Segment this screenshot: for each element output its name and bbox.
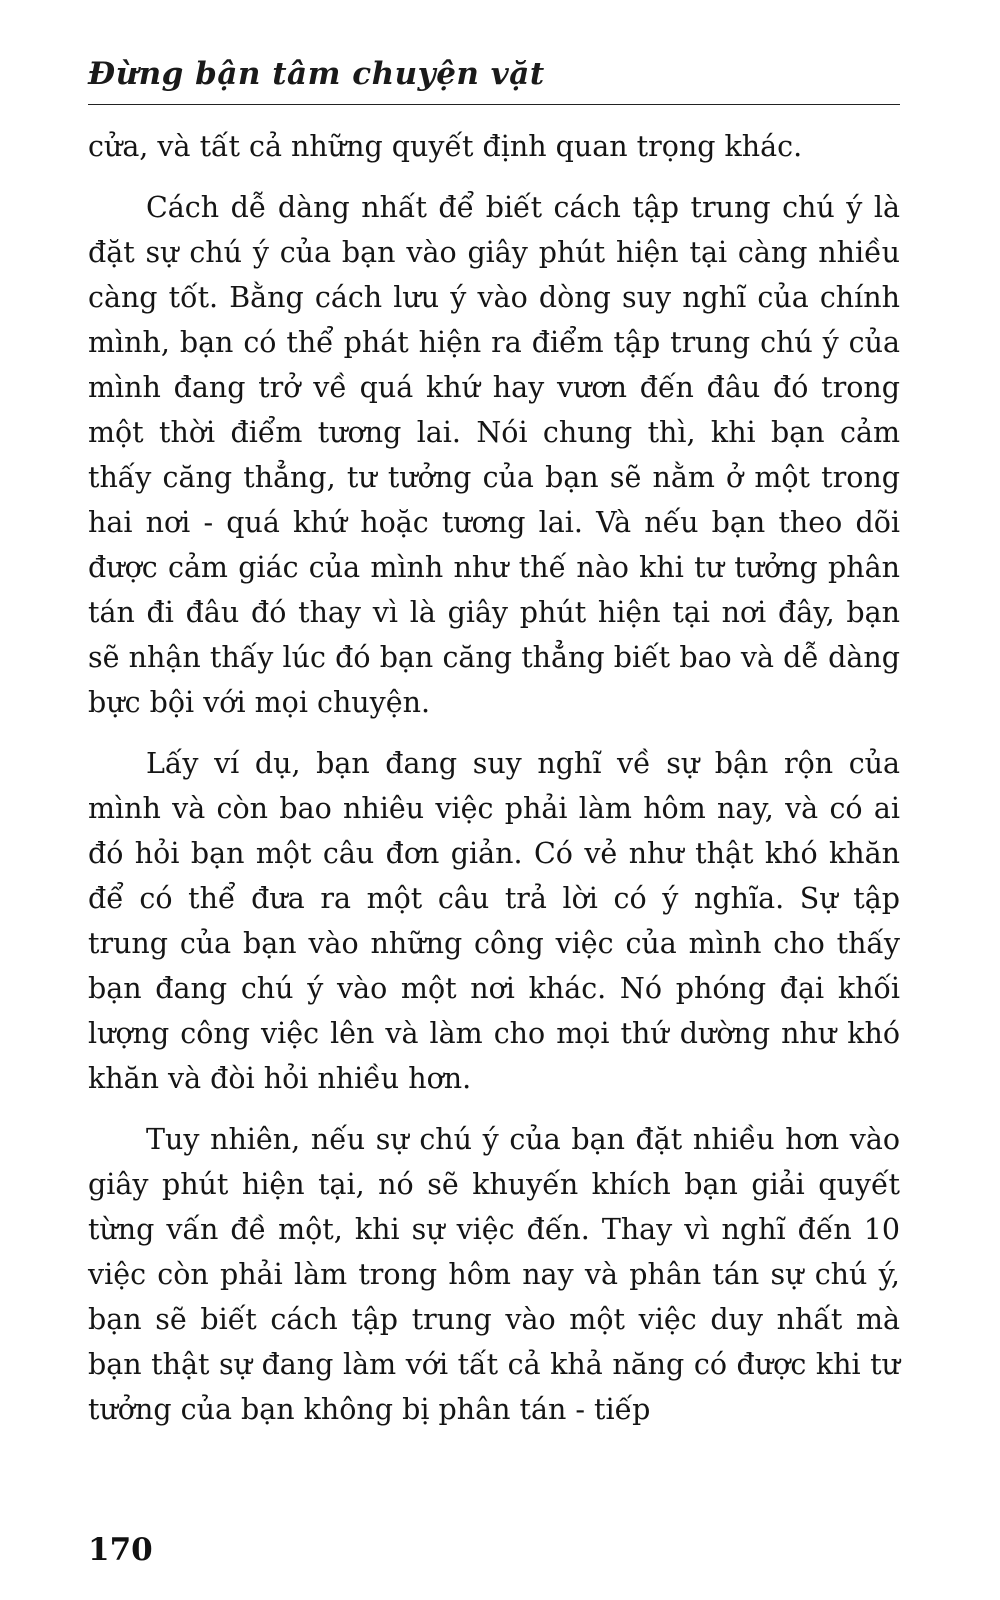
page-number: 170 (88, 1532, 153, 1568)
paragraph: Cách dễ dàng nhất để biết cách tập trung chú ý là đặt sự chú ý của bạn vào giây phút hiện tại càng nhiều càng tốt. Bằng cách lưu ý vào dòng suy nghĩ của chính mình, bạn có thể phát hiện ra điểm tập trung chú ý của mình đang trở về quá khứ hay vươn đến đâu đó trong một thời điểm tương lai. Nói chung thì, khi bạn cảm thấy căng thẳng, tư tưởng của bạn sẽ nằm ở một trong hai nơi - quá khứ hoặc tương lai. Và nếu bạn theo dõi được cảm giác của mình như thế nào khi tư tưởng phân tán đi đâu đó thay vì là giây phút hiện tại nơi đây, bạn sẽ nhận thấy lúc đó bạn căng thẳng biết bao và dễ dàng bực bội với mọi chuyện. (88, 191, 900, 719)
paragraph: Tuy nhiên, nếu sự chú ý của bạn đặt nhiều hơn vào giây phút hiện tại, nó sẽ khuyến khích bạn giải quyết từng vấn đề một, khi sự việc đến. Thay vì nghĩ đến 10 việc còn phải làm trong hôm nay và phân tán sự chú ý, bạn sẽ biết cách tập trung vào một việc duy nhất mà bạn thật sự đang làm với tất cả khả năng có được khi tư tưởng của bạn không bị phân tán - tiếp (88, 1123, 900, 1426)
paragraph-continuation: cửa, và tất cả những quyết định quan trọng khác. (88, 130, 803, 163)
body-text (88, 124, 900, 1432)
running-header (88, 52, 900, 105)
paragraph: Lấy ví dụ, bạn đang suy nghĩ về sự bận rộn của mình và còn bao nhiêu việc phải làm hôm nay, và có ai đó hỏi bạn một câu đơn giản. Có vẻ như thật khó khăn để có thể đưa ra một câu trả lời có ý nghĩa. Sự tập trung của bạn vào những công việc của mình cho thấy bạn đang chú ý vào một nơi khác. Nó phóng đại khối lượng công việc lên và làm cho mọi thứ dường như khó khăn và đòi hỏi nhiều hơn. (88, 747, 900, 1095)
book-title: Đừng bận tâm chuyện vặt (88, 56, 545, 92)
